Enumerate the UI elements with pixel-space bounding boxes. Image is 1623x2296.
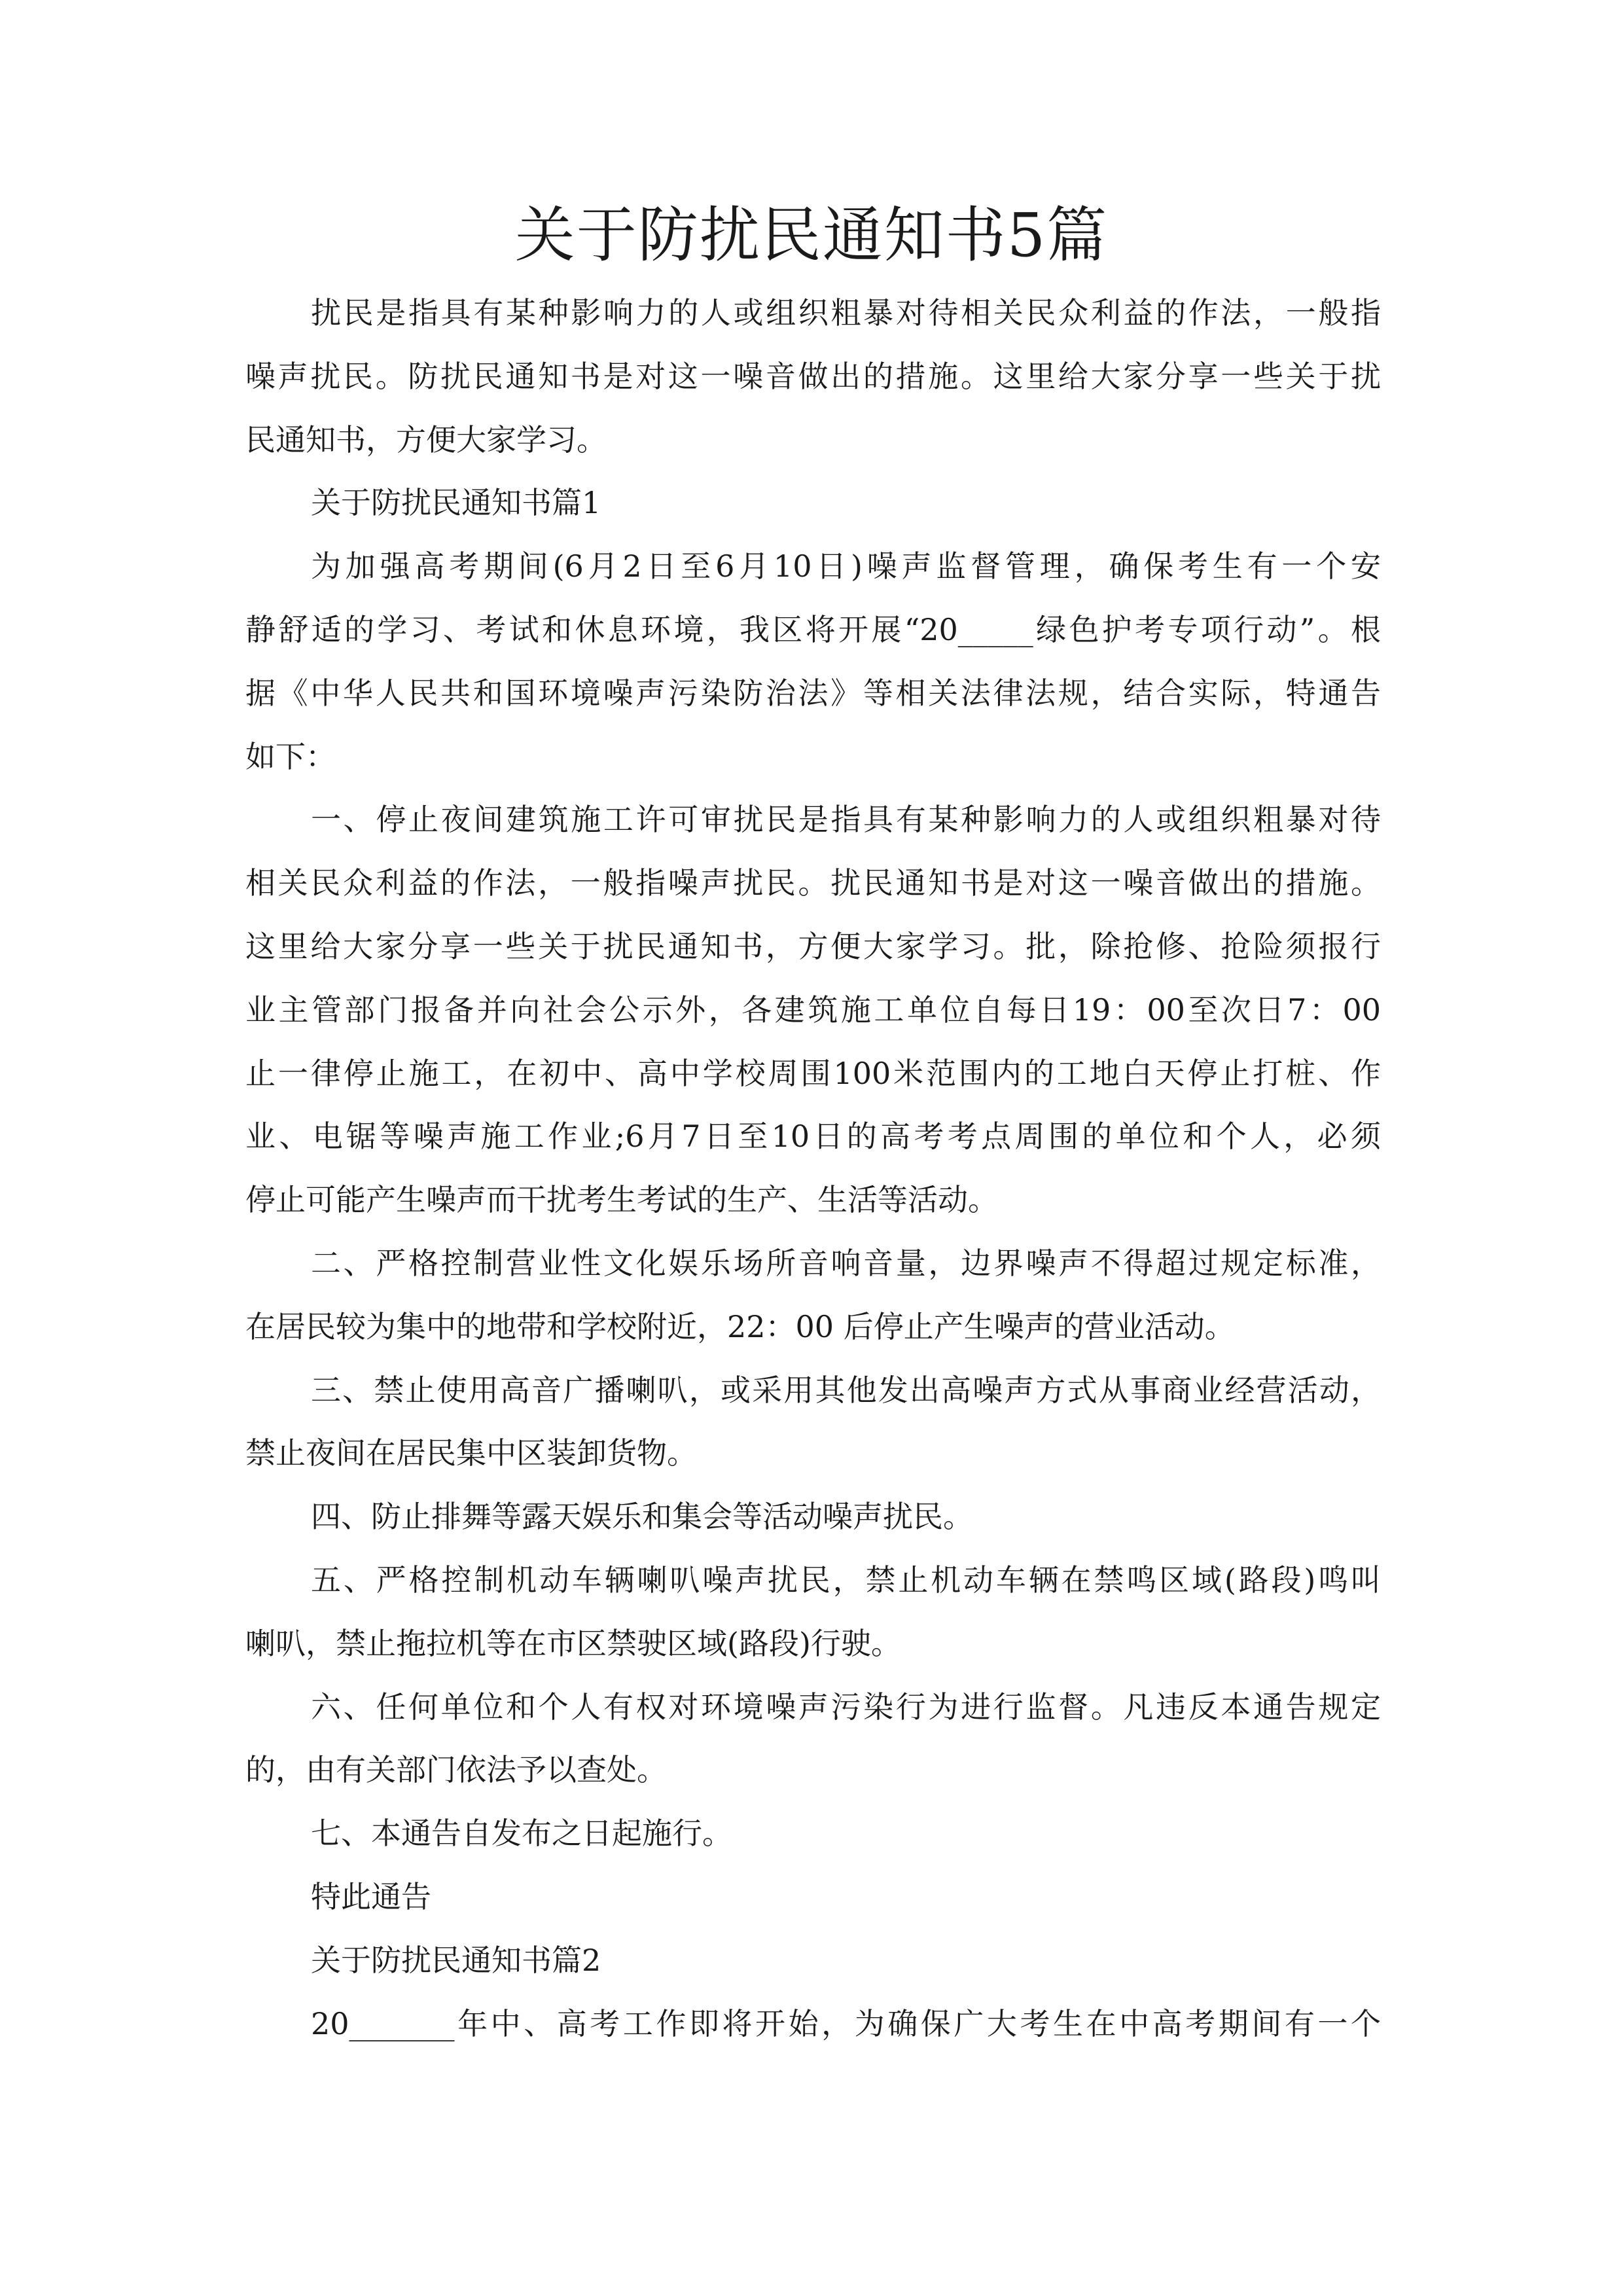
text-line: 20_______年中、高考工作即将开始，为确保广大考生在中高考期间有一个 bbox=[311, 2005, 1381, 2041]
text-line: 如下： bbox=[245, 738, 336, 774]
text-line: 二、严格控制营业性文化娱乐场所音响音量，边界噪声不得超过规定标准， bbox=[311, 1245, 1381, 1281]
text-line: 特此通告 bbox=[311, 1878, 431, 1914]
text-line: 相关民众利益的作法，一般指噪声扰民。扰民通知书是对这一噪音做出的措施。 bbox=[245, 865, 1381, 901]
text-line: 止一律停止施工，在初中、高中学校周围100米范围内的工地白天停止打桩、作 bbox=[245, 1055, 1381, 1091]
text-line: 扰民是指具有某种影响力的人或组织粗暴对待相关民众利益的作法，一般指 bbox=[311, 295, 1381, 331]
text-line: 这里给大家分享一些关于扰民通知书，方便大家学习。批，除抢修、抢险须报行 bbox=[245, 928, 1381, 964]
text-line: 禁止夜间在居民集中区装卸货物。 bbox=[245, 1435, 697, 1471]
text-line: 五、严格控制机动车辆喇叭噪声扰民，禁止机动车辆在禁鸣区域(路段)鸣叫 bbox=[311, 1562, 1381, 1598]
text-line: 业、电锯等噪声施工作业;6月7日至10日的高考考点周围的单位和个人，必须 bbox=[245, 1119, 1381, 1155]
text-line: 一、停止夜间建筑施工许可审扰民是指具有某种影响力的人或组织粗暴对待 bbox=[311, 802, 1381, 838]
text-line: 噪声扰民。防扰民通知书是对这一噪音做出的措施。这里给大家分享一些关于扰 bbox=[245, 358, 1381, 394]
text-line: 民通知书，方便大家学习。 bbox=[245, 422, 607, 457]
text-line: 停止可能产生噪声而干扰考生考试的生产、生活等活动。 bbox=[245, 1182, 998, 1218]
document-title: 关于防扰民通知书5篇 bbox=[514, 200, 1109, 270]
text-line: 静舒适的学习、考试和休息环境，我区将开展“20_____绿色护考专项行动”。根 bbox=[245, 611, 1381, 647]
section-heading: 关于防扰民通知书篇2 bbox=[311, 1942, 601, 1978]
text-line: 据《中华人民共和国环境噪声污染防治法》等相关法律法规，结合实际，特通告 bbox=[245, 675, 1381, 711]
text-line: 四、防止排舞等露天娱乐和集会等活动噪声扰民。 bbox=[311, 1499, 973, 1535]
text-line: 在居民较为集中的地带和学校附近，22：00 后停止产生噪声的营业活动。 bbox=[245, 1308, 1235, 1344]
section-heading: 关于防扰民通知书篇1 bbox=[311, 485, 601, 521]
text-line: 六、任何单位和个人有权对环境噪声污染行为进行监督。凡违反本通告规定 bbox=[311, 1689, 1381, 1725]
text-line: 喇叭，禁止拖拉机等在市区禁驶区域(路段)行驶。 bbox=[245, 1625, 901, 1661]
text-line: 业主管部门报备并向社会公示外，各建筑施工单位自每日19：00至次日7：00 bbox=[245, 992, 1381, 1028]
text-line: 七、本通告自发布之日起施行。 bbox=[311, 1816, 732, 1852]
text-line: 为加强高考期间(6月2日至6月10日)噪声监督管理，确保考生有一个安 bbox=[311, 548, 1381, 584]
text-line: 的，由有关部门依法予以查处。 bbox=[245, 1752, 667, 1788]
text-line: 三、禁止使用高音广播喇叭，或采用其他发出高噪声方式从事商业经营活动， bbox=[311, 1372, 1381, 1408]
document-body bbox=[245, 281, 1381, 2055]
